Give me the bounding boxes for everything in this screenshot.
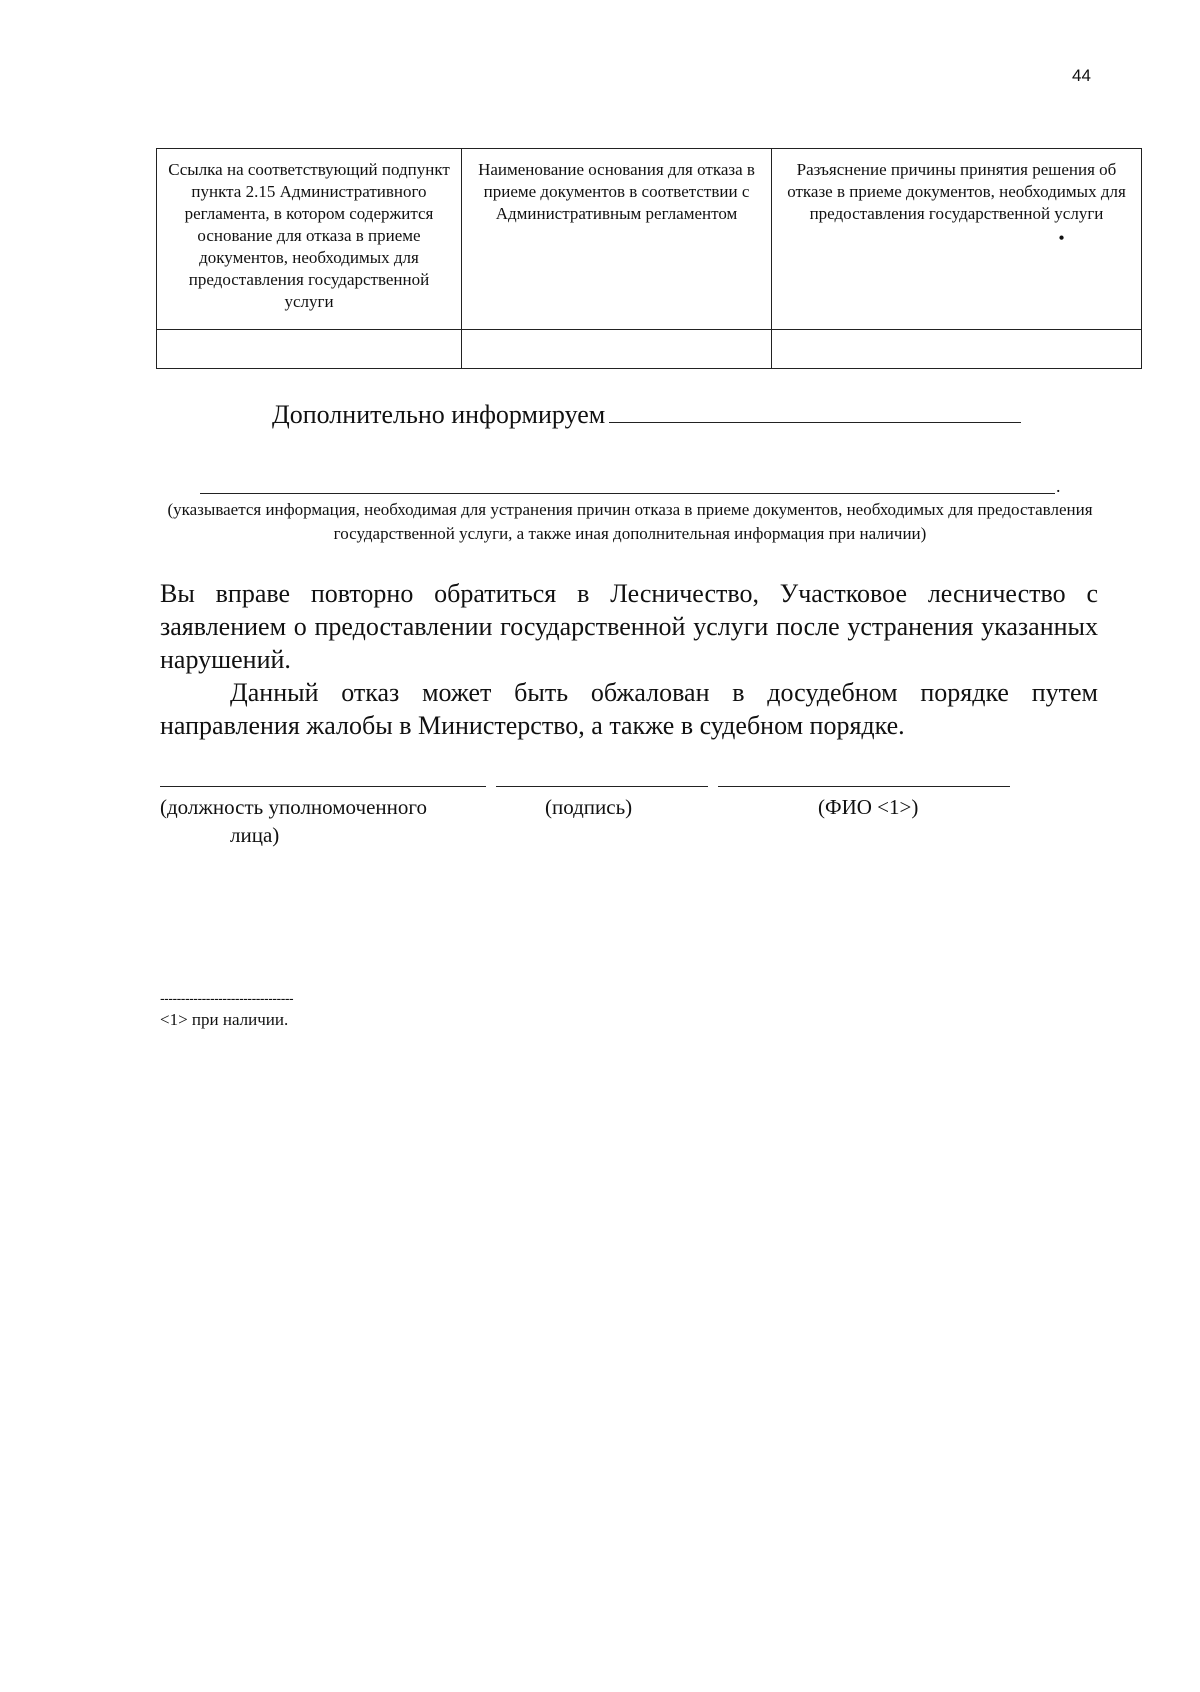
refusal-reasons-table [156,148,1142,369]
table-cell[interactable] [772,330,1142,369]
dot-mark: • [1058,228,1065,248]
name-signature-line[interactable] [718,786,1010,787]
info-caption: (указывается информация, необходимая для устранения причин отказа в приеме документов, необходимых для предоставления государственной услуги, а также иная дополнительная информация при наличии) [167,500,1093,543]
table-header-row [157,149,1142,330]
page-number: 44 [1072,66,1091,85]
signature-label: (подпись) [545,795,633,819]
signature-line[interactable] [496,786,708,787]
position-signature-line[interactable] [160,786,486,787]
info-fill-line[interactable] [200,493,1055,494]
additional-info-fill-line[interactable] [609,398,1021,423]
name-label: (ФИО <1>) [818,795,919,819]
paragraph-reapply: Вы вправе повторно обратиться в Лесничество, Участковое лесничество с заявлением о предоставлении государственной услуги после устранения указанных нарушений. [160,579,1098,674]
main-text [160,577,1098,742]
additional-info-label: Дополнительно информируем [272,400,606,429]
position-label-continuation: лица) [230,823,280,847]
table-header-text: Разъяснение причины принятия решения об отказе в приеме документов, необходимых для предоставления государственной услуги [787,160,1126,223]
table-header-cell: Наименование основания для отказа в приеме документов в соответствии с Административным регламентом [462,149,772,330]
table-header-cell: Ссылка на соответствующий подпункт пункта 2.15 Административного регламента, в котором содержится основание для отказа в приеме документов, необходимых для предоставления государственной услуги [157,149,462,330]
footnote-text: <1> при наличии. [160,1010,289,1029]
table-cell[interactable] [462,330,772,369]
table-cell[interactable] [157,330,462,369]
paragraph-appeal: Данный отказ может быть обжалован в досудебном порядке путем направления жалобы в Министерство, а также в судебном порядке. [160,678,1098,740]
table-row [157,330,1142,369]
additional-info-line [272,398,1021,430]
footnote-separator: -------------------------------- [160,990,294,1006]
info-line-end: . [1056,476,1061,496]
position-label: (должность уполномоченного [160,795,427,819]
table-header-cell [772,149,1142,330]
